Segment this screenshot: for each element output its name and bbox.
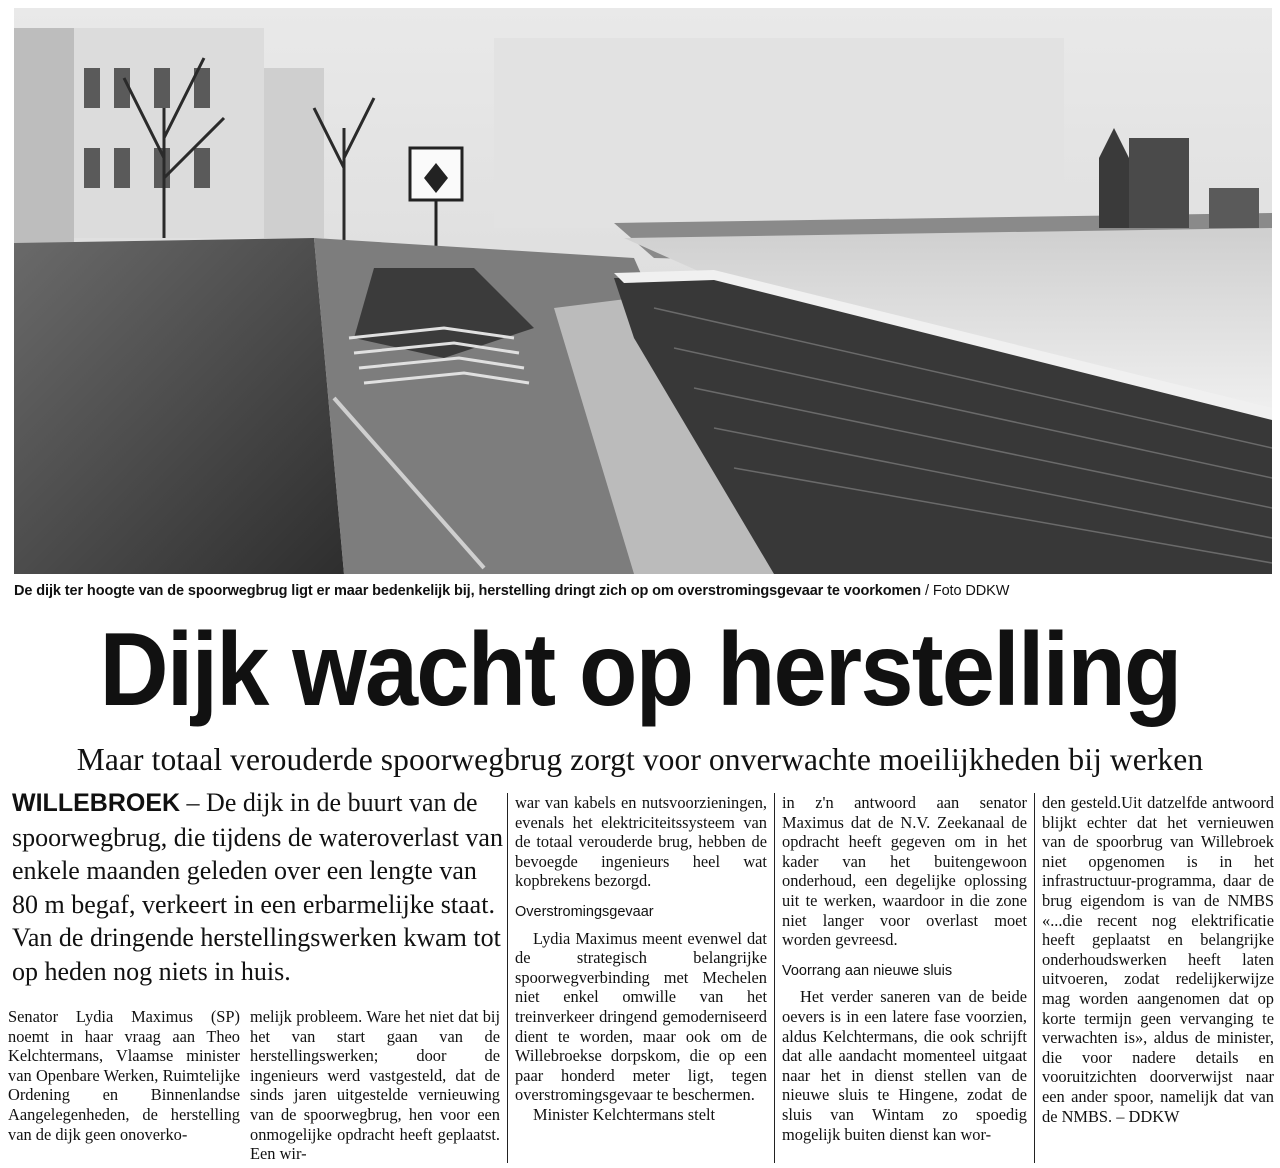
body-paragraph: Senator Lydia Maximus (SP) noemt in haar vraag aan Theo Kelchtermans, Vlaamse minister van Openbare Werken, Ruimtelijke Ordening en Binnenlandse Aangelegenheden, de herstelling van de dijk geen onoverko- xyxy=(8,1007,240,1144)
section-subheading: Overstromingsgevaar xyxy=(515,903,654,920)
body-paragraph: Het verder saneren van de beide oevers is in een latere fase voorzien, aldus Kelchtermans, die ook schrijft dat alle aandacht momenteel uitgaat naar het in dienst stellen van de nieuwe sluis te Hingene, zodat de sluis van Wintam zo spoedig mogelijk buiten dienst kan wor- xyxy=(782,987,1027,1144)
subheadline: Maar totaal verouderde spoorwegbrug zorgt voor onverwachte moeilijkheden bij werken xyxy=(76,742,1204,777)
section-subheading: Voorrang aan nieuwe sluis xyxy=(782,962,953,979)
headline: Dijk wacht op herstelling xyxy=(99,612,1181,728)
lead-paragraph xyxy=(12,786,504,988)
body-paragraph: Minister Kelchtermans stelt xyxy=(533,1104,716,1124)
article-column-5 xyxy=(1042,793,1274,1126)
column-divider xyxy=(507,793,508,1163)
photo-caption xyxy=(14,583,1272,599)
body-paragraph: den gesteld.Uit datzelfde antwoord blijkt echter dat het vernieuwen van de spoorbrug van Willebroek niet opgenomen is in het infrastructuur-programma, daar de brug eigendom is van de NMBS «...die recent nog elektrificatie heeft geplaatst en belangrijke onderhoudswerken heeft laten uitvoeren, zodat redelijkerwijze mag worden aangenomen dat op korte termijn geen vervanging te verwachten is», aldus de minister, die voor nadere details en vooruitzichten doorverwijst naar een ander spoor, namelijk dat van de NMBS. – DDKW xyxy=(1042,793,1274,1126)
caption-text: De dijk ter hoogte van de spoorwegbrug ligt er maar bedenkelijk bij, herstelling dringt zich op om overstromingsgevaar te voorkomen xyxy=(14,583,922,599)
lead-text: – De dijk in de buurt van de spoorwegbrug, die tijdens de wateroverlast van enkele maanden geleden over een lengte van 80 m begaf, verkeert in een erbarmelijke staat. Van de dringende herstellingswerken kwam tot op heden nog niets in huis. xyxy=(12,788,503,986)
column-divider xyxy=(1034,793,1035,1163)
body-paragraph: melijk probleem. Ware het niet dat bij het van start gaan van de herstellingswerken; door de ingenieurs werd vastgesteld, dat de sinds jaren uitgestelde vernieuwing van de spoorwegbrug, hen voor een onmogelijke opdracht heeft geplaatst. Een wir- xyxy=(250,1007,500,1164)
article-column-3 xyxy=(515,793,767,1125)
article-column-1 xyxy=(8,1007,240,1144)
article-column-4 xyxy=(782,793,1027,1144)
photo-credit: / Foto DDKW xyxy=(921,583,1010,599)
body-paragraph: war van kabels en nutsvoorzieningen, evenals het elektriciteitssysteem van de totaal verouderde brug, hebben de bevoegde ingenieurs heel wat kopbrekens bezorgd. xyxy=(515,793,767,891)
body-paragraph: in z'n antwoord aan senator Maximus dat de N.V. Zeekanaal de opdracht heeft gegeven om in het kader van het buitengewoon onderhoud, een degelijke oplossing uit te werken, waardoor in die zone niet langer voor overlast moet worden gevreesd. xyxy=(782,793,1027,950)
article-column-2 xyxy=(250,1007,500,1164)
column-divider xyxy=(774,793,775,1163)
news-photo xyxy=(14,8,1272,574)
dateline: WILLEBROEK xyxy=(12,789,181,817)
dike-photo-illustration xyxy=(14,8,1272,574)
body-paragraph: Lydia Maximus meent evenwel dat de strategisch belangrijke spoorwegverbinding met Mechelen niet enkel omwille van het treinverkeer dringend gemoderniseerd dient te worden, maar ook om de Willebroekse dorpskom, die op een paar honderd meter ligt, tegen overstromingsgevaar te beschermen. xyxy=(515,928,767,1105)
